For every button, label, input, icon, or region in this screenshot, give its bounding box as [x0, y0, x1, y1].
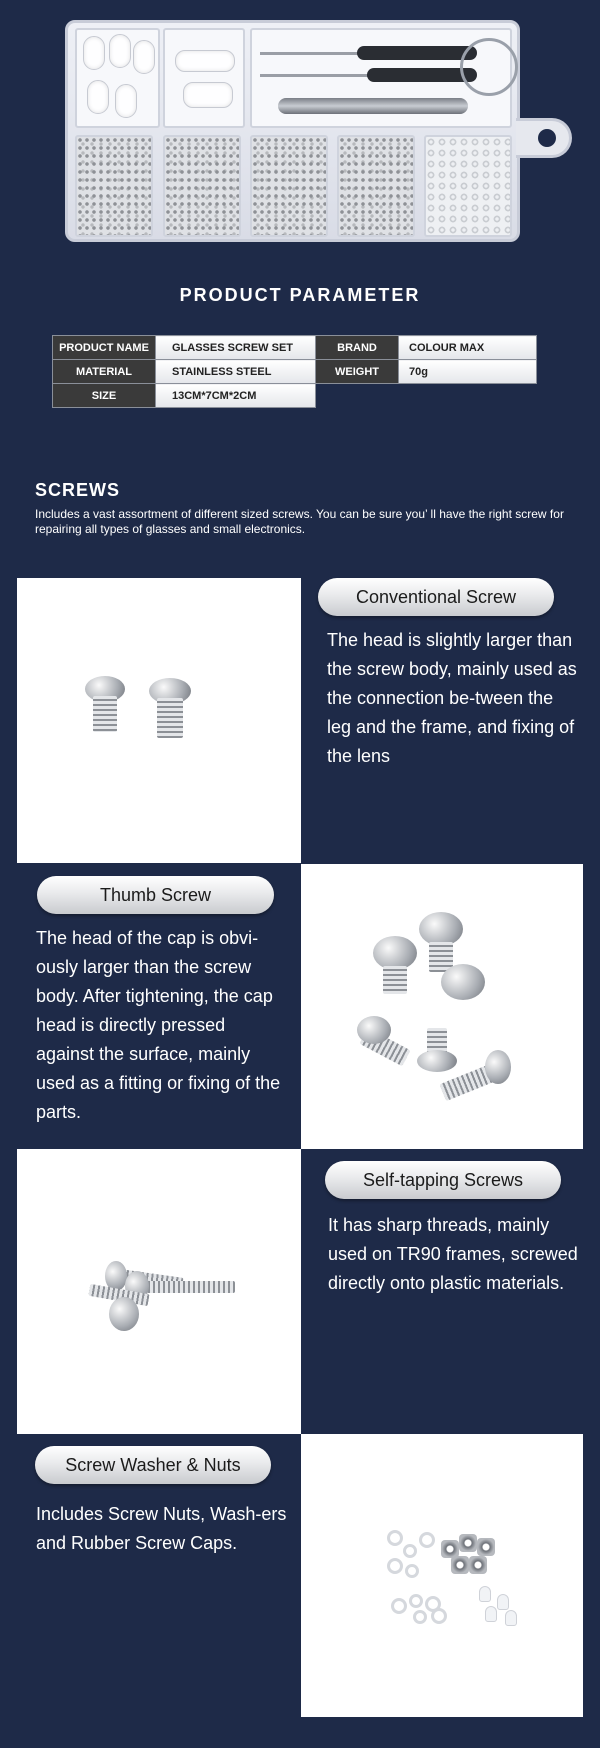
param-value: 70g [399, 360, 537, 384]
screw-bin-2 [163, 135, 241, 237]
self-tapping-screws-text: It has sharp threads, mainly used on TR90 frames, screwed directly onto plastic materials. [328, 1215, 578, 1293]
feature-washer-nuts [17, 1434, 583, 1719]
empty-cell [316, 384, 537, 408]
feature-conventional-screw [17, 578, 583, 863]
self-tapping-screws-title: Self-tapping Screws [325, 1161, 561, 1199]
conventional-screw-title: Conventional Screw [318, 578, 554, 616]
param-value: 13CM*7CM*2CM [156, 384, 316, 408]
silicone-pads-compartment [163, 28, 245, 128]
param-key: WEIGHT [316, 360, 399, 384]
param-value: GLASSES SCREW SET [156, 336, 316, 360]
param-key: PRODUCT NAME [53, 336, 156, 360]
screw-bin-1 [75, 135, 153, 237]
table-row [53, 336, 537, 360]
parameter-table [52, 335, 537, 408]
thumb-screw-text: The head of the cap is obvi-ously larger than the screw body. After tightening, the cap head is directly pressed against the surface, mainly used as a fitting or fixing of the parts. [36, 928, 281, 1122]
conventional-screw-text: The head is slightly larger than the screw body, mainly used as the connection be-tween the leg and the frame, and fixing of the lens [327, 630, 577, 766]
param-key: BRAND [316, 336, 399, 360]
screws-heading: SCREWS [35, 480, 121, 500]
screw-bin-4 [337, 135, 415, 237]
table-row [53, 384, 537, 408]
param-key: MATERIAL [53, 360, 156, 384]
product-parameter-title: PRODUCT PARAMETER [179, 285, 421, 305]
feature-self-tapping-screws [17, 1149, 583, 1434]
washer-bin [424, 135, 512, 237]
screwdriver-handle [278, 98, 468, 114]
screws-description: Includes a vast assortment of different sized screws. You can be sure you’ ll have the right screw for repairing all types of glasses and small electronics. [35, 507, 564, 536]
box-hanging-tab [516, 118, 572, 158]
param-value: COLOUR MAX [399, 336, 537, 360]
param-value: STAINLESS STEEL [156, 360, 316, 384]
table-row [53, 360, 537, 384]
thumb-screw-photo [301, 864, 583, 1149]
conventional-screw-photo [17, 578, 301, 863]
washer-nuts-title: Screw Washer & Nuts [35, 1446, 271, 1484]
screw-bin-3 [250, 135, 328, 237]
param-key: SIZE [53, 384, 156, 408]
product-box-image [0, 0, 600, 272]
feature-thumb-screw [17, 864, 583, 1149]
thumb-screw-title: Thumb Screw [37, 876, 274, 914]
self-tapping-screw-photo [17, 1149, 301, 1434]
key-ring [460, 38, 518, 96]
washer-nuts-text: Includes Screw Nuts, Wash-ers and Rubber Screw Caps. [36, 1504, 287, 1553]
nose-pads-compartment [75, 28, 160, 128]
washer-nuts-photo [301, 1434, 583, 1717]
